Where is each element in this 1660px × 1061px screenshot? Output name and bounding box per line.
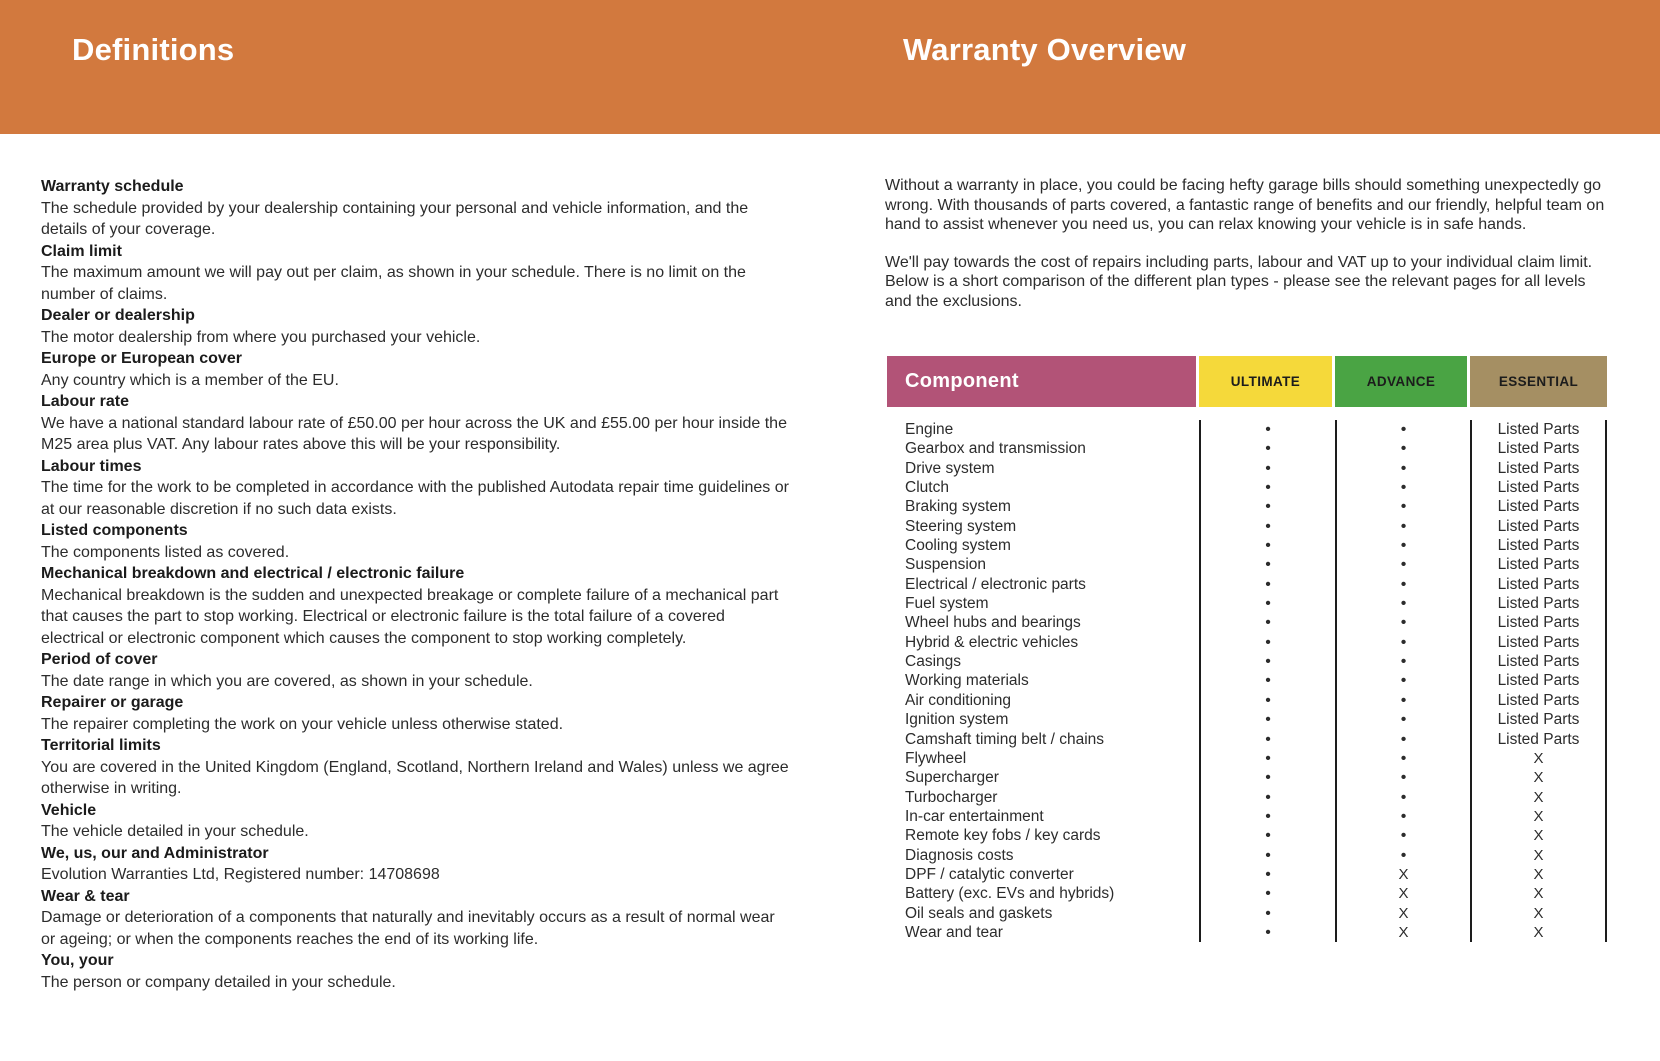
- component-cell: Clutch: [905, 479, 949, 497]
- ultimate-cell: •: [1199, 710, 1335, 729]
- definition-term: Labour times: [41, 457, 142, 475]
- component-cell: In-car entertainment: [905, 807, 1044, 825]
- ultimate-cell: •: [1199, 613, 1335, 632]
- table-row: [887, 671, 1607, 690]
- comparison-table-header: [887, 356, 1607, 407]
- essential-cell: Listed Parts: [1470, 478, 1607, 497]
- table-row: [887, 923, 1607, 942]
- table-row: [887, 517, 1607, 536]
- component-cell: Casings: [905, 653, 961, 671]
- ultimate-cell: •: [1199, 594, 1335, 613]
- definition-term: Dealer or dealership: [41, 307, 195, 324]
- table-row: [887, 884, 1607, 903]
- component-cell: Suspension: [905, 556, 987, 574]
- essential-cell: X: [1470, 923, 1607, 942]
- definition-term: Mechanical breakdown and electrical / electronic failure: [41, 565, 465, 582]
- header-advance: ADVANCE: [1335, 356, 1470, 407]
- definition-text: The date range in which you are covered, as shown in your schedule.: [41, 672, 533, 690]
- ultimate-cell: •: [1199, 884, 1335, 903]
- advance-cell: •: [1335, 439, 1470, 458]
- overview-paragraph-1: Without a warranty in place, you could be facing hefty garage bills should something unexpectedly go wrong. With thousands of parts covered, a fantastic range of benefits and our friendly, helpful team on hand to assist whenever you need us, you can relax knowing your vehicle is in safe hands.: [885, 177, 1605, 233]
- header-component: Component: [887, 356, 1199, 407]
- table-row: [887, 555, 1607, 574]
- advance-cell: •: [1335, 517, 1470, 536]
- ultimate-cell: •: [1199, 575, 1335, 594]
- ultimate-cell: •: [1199, 555, 1335, 574]
- advance-cell: •: [1335, 594, 1470, 613]
- advance-cell: •: [1335, 768, 1470, 787]
- definition-term: Repairer or garage: [41, 694, 184, 711]
- advance-cell: •: [1335, 730, 1470, 749]
- ultimate-cell: •: [1199, 768, 1335, 787]
- definition-term: Warranty schedule: [41, 178, 184, 195]
- component-cell: Air conditioning: [905, 691, 1011, 709]
- ultimate-cell: •: [1199, 923, 1335, 942]
- advance-cell: X: [1335, 865, 1470, 884]
- essential-cell: Listed Parts: [1470, 671, 1607, 690]
- definition-text: You are covered in the United Kingdom (England, Scotland, Northern Ireland and Wales) unless we agree otherwise in writing.: [41, 758, 789, 797]
- table-row: [887, 768, 1607, 787]
- advance-cell: •: [1335, 633, 1470, 652]
- essential-cell: X: [1470, 807, 1607, 826]
- essential-cell: Listed Parts: [1470, 517, 1607, 536]
- component-cell: Hybrid & electric vehicles: [905, 633, 1079, 651]
- definition-text: The maximum amount we will pay out per claim, as shown in your schedule. There is no limit on the number of claims.: [41, 264, 746, 303]
- plan-comparison-table: [887, 356, 1607, 942]
- advance-cell: •: [1335, 652, 1470, 671]
- advance-cell: •: [1335, 691, 1470, 710]
- ultimate-cell: •: [1199, 536, 1335, 555]
- component-cell: Wheel hubs and bearings: [905, 614, 1081, 632]
- definition-term: You, your: [41, 952, 114, 969]
- definition-text: The time for the work to be completed in accordance with the published Autodata repair time guidelines or at our reasonable discretion if no such data exists.: [41, 479, 789, 518]
- essential-cell: X: [1470, 846, 1607, 865]
- essential-cell: Listed Parts: [1470, 710, 1607, 729]
- table-row: [887, 633, 1607, 652]
- component-cell: Electrical / electronic parts: [905, 575, 1086, 593]
- definition-term: We, us, our and Administrator: [41, 844, 269, 862]
- overview-paragraph-2: We'll pay towards the cost of repairs including parts, labour and VAT up to your individual claim limit. Below is a short comparison of the different plan types - please see the relevant pages for all levels and the exclusions.: [885, 253, 1593, 310]
- left-page-title: Definitions: [72, 32, 235, 67]
- component-cell: Turbocharger: [905, 788, 998, 806]
- table-row: [887, 691, 1607, 710]
- table-row: [887, 865, 1607, 884]
- essential-cell: X: [1470, 788, 1607, 807]
- advance-cell: •: [1335, 807, 1470, 826]
- advance-cell: •: [1335, 536, 1470, 555]
- component-cell: Engine: [905, 421, 954, 438]
- definition-term: Europe or European cover: [41, 350, 242, 367]
- essential-cell: Listed Parts: [1470, 652, 1607, 671]
- definition-text: Evolution Warranties Ltd, Registered number: 14708698: [41, 866, 440, 883]
- table-row: [887, 594, 1607, 613]
- essential-cell: Listed Parts: [1470, 555, 1607, 574]
- component-cell: Drive system: [905, 459, 995, 477]
- ultimate-cell: •: [1199, 671, 1335, 690]
- component-cell: Oil seals and gaskets: [905, 904, 1053, 922]
- definitions-list: [41, 176, 789, 993]
- advance-cell: •: [1335, 788, 1470, 807]
- ultimate-cell: •: [1199, 478, 1335, 497]
- essential-cell: Listed Parts: [1470, 594, 1607, 613]
- ultimate-cell: •: [1199, 826, 1335, 845]
- advance-cell: X: [1335, 923, 1470, 942]
- advance-cell: •: [1335, 671, 1470, 690]
- table-row: [887, 826, 1607, 845]
- essential-cell: Listed Parts: [1470, 613, 1607, 632]
- definition-term: Wear & tear: [41, 887, 130, 905]
- essential-cell: Listed Parts: [1470, 459, 1607, 478]
- essential-cell: Listed Parts: [1470, 536, 1607, 555]
- definition-text: Mechanical breakdown is the sudden and unexpected breakage or complete failure of a mechanical part that causes the part to stop working. Electrical or electronic failure is the total failure of a covered electrical or electronic component which causes the component to stop working completely.: [41, 586, 779, 647]
- essential-cell: X: [1470, 826, 1607, 845]
- definition-term: Period of cover: [41, 651, 158, 668]
- essential-cell: X: [1470, 904, 1607, 923]
- component-cell: Camshaft timing belt / chains: [905, 730, 1105, 748]
- advance-cell: •: [1335, 478, 1470, 497]
- definition-text: The motor dealership from where you purchased your vehicle.: [41, 328, 481, 346]
- advance-cell: •: [1335, 575, 1470, 594]
- definition-text: The repairer completing the work on your vehicle unless otherwise stated.: [41, 715, 564, 733]
- essential-cell: Listed Parts: [1470, 575, 1607, 594]
- warranty-overview-intro: [885, 176, 1610, 311]
- component-cell: Ignition system: [905, 711, 1009, 729]
- definition-text: The schedule provided by your dealership containing your personal and vehicle information, and the details of your coverage.: [41, 199, 749, 238]
- definition-term: Vehicle: [41, 801, 97, 819]
- table-row: [887, 536, 1607, 555]
- ultimate-cell: •: [1199, 691, 1335, 710]
- essential-cell: X: [1470, 865, 1607, 884]
- header-ultimate: ULTIMATE: [1199, 356, 1335, 407]
- component-cell: Working materials: [905, 672, 1029, 690]
- table-row: [887, 730, 1607, 749]
- component-cell: DPF / catalytic converter: [905, 865, 1074, 883]
- definition-text: Any country which is a member of the EU.: [41, 371, 339, 389]
- definition-text: Damage or deterioration of a components that naturally and inevitably occurs as a result of normal wear or ageing; or when the components reaches the end of its working life.: [41, 909, 775, 948]
- page-header-band: [0, 0, 1660, 134]
- table-row: [887, 749, 1607, 768]
- definition-text: The components listed as covered.: [41, 543, 290, 561]
- advance-cell: X: [1335, 884, 1470, 903]
- ultimate-cell: •: [1199, 420, 1335, 439]
- component-cell: Remote key fobs / key cards: [905, 827, 1101, 845]
- table-row: [887, 497, 1607, 516]
- ultimate-cell: •: [1199, 497, 1335, 516]
- ultimate-cell: •: [1199, 633, 1335, 652]
- table-row: [887, 459, 1607, 478]
- advance-cell: •: [1335, 613, 1470, 632]
- component-cell: Wear and tear: [905, 923, 1003, 941]
- component-cell: Cooling system: [905, 537, 1011, 555]
- table-row: [887, 439, 1607, 458]
- essential-cell: Listed Parts: [1470, 691, 1607, 710]
- table-row: [887, 710, 1607, 729]
- ultimate-cell: •: [1199, 749, 1335, 768]
- advance-cell: •: [1335, 555, 1470, 574]
- essential-cell: Listed Parts: [1470, 633, 1607, 652]
- component-cell: Flywheel: [905, 749, 967, 767]
- essential-cell: X: [1470, 768, 1607, 787]
- ultimate-cell: •: [1199, 807, 1335, 826]
- ultimate-cell: •: [1199, 846, 1335, 865]
- definition-term: Labour rate: [41, 393, 130, 410]
- ultimate-cell: •: [1199, 865, 1335, 884]
- essential-cell: Listed Parts: [1470, 730, 1607, 749]
- ultimate-cell: •: [1199, 517, 1335, 536]
- table-row: [887, 807, 1607, 826]
- advance-cell: •: [1335, 459, 1470, 478]
- essential-cell: X: [1470, 884, 1607, 903]
- right-page-title: Warranty Overview: [903, 32, 1187, 67]
- advance-cell: •: [1335, 826, 1470, 845]
- essential-cell: Listed Parts: [1470, 439, 1607, 458]
- component-cell: Steering system: [905, 517, 1017, 535]
- table-row: [887, 575, 1607, 594]
- ultimate-cell: •: [1199, 730, 1335, 749]
- table-row: [887, 788, 1607, 807]
- definition-term: Territorial limits: [41, 737, 161, 754]
- ultimate-cell: •: [1199, 459, 1335, 478]
- table-row: [887, 420, 1607, 439]
- ultimate-cell: •: [1199, 788, 1335, 807]
- component-cell: Fuel system: [905, 595, 989, 613]
- table-row: [887, 613, 1607, 632]
- table-row: [887, 478, 1607, 497]
- component-cell: Supercharger: [905, 769, 999, 787]
- essential-cell: X: [1470, 749, 1607, 768]
- component-cell: Braking system: [905, 498, 1011, 516]
- component-cell: Diagnosis costs: [905, 846, 1014, 864]
- essential-cell: Listed Parts: [1470, 420, 1607, 439]
- definition-text: The person or company detailed in your schedule.: [41, 973, 396, 991]
- ultimate-cell: •: [1199, 652, 1335, 671]
- component-cell: Battery (exc. EVs and hybrids): [905, 885, 1115, 903]
- component-cell: Gearbox and transmission: [905, 440, 1086, 458]
- ultimate-cell: •: [1199, 439, 1335, 458]
- definition-term: Listed components: [41, 522, 188, 539]
- comparison-table-body: [887, 407, 1607, 942]
- advance-cell: X: [1335, 904, 1470, 923]
- table-row: [887, 846, 1607, 865]
- table-row: [887, 904, 1607, 923]
- advance-cell: •: [1335, 497, 1470, 516]
- table-row: [887, 652, 1607, 671]
- header-essential: ESSENTIAL: [1470, 356, 1607, 407]
- essential-cell: Listed Parts: [1470, 497, 1607, 516]
- advance-cell: •: [1335, 710, 1470, 729]
- definition-text: We have a national standard labour rate of £50.00 per hour across the UK and £55.00 per hour inside the M25 area plus VAT. Any labour rates above this will be your responsibility.: [41, 414, 787, 453]
- definition-text: The vehicle detailed in your schedule.: [41, 823, 309, 840]
- advance-cell: •: [1335, 749, 1470, 768]
- ultimate-cell: •: [1199, 904, 1335, 923]
- advance-cell: •: [1335, 846, 1470, 865]
- advance-cell: •: [1335, 420, 1470, 439]
- definition-term: Claim limit: [41, 242, 122, 260]
